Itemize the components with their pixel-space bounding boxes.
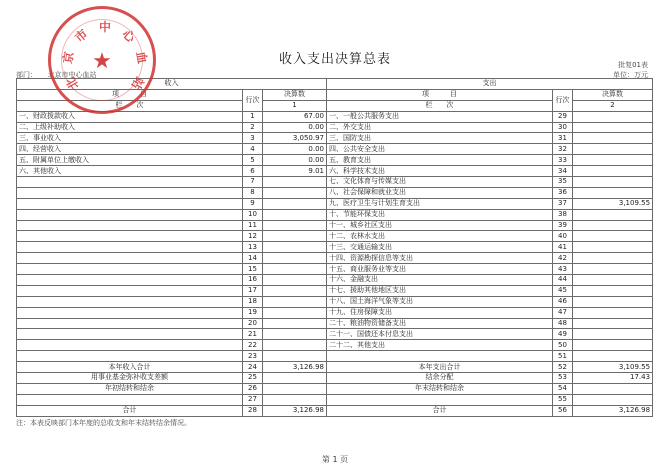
table-row [17,187,653,198]
seal-character: 北 [63,74,82,92]
expense-item: 二十、粮油物资储备支出 [327,318,553,329]
income-seq: 2 [243,122,263,133]
income-expense-table [16,78,653,417]
income-item: 一、财政拨款收入 [17,111,243,122]
total-row [17,394,653,405]
income-item: 二、上级补助收入 [17,122,243,133]
table-row [17,275,653,286]
income-item [17,264,243,275]
table-row [17,307,653,318]
unit-label: 单位：万元 [613,71,648,79]
expense-item: 九、医疗卫生与计划生育支出 [327,198,553,209]
table-row [17,166,653,177]
income-amount [263,296,327,307]
seal-character: 市 [71,26,90,45]
income-seq: 14 [243,253,263,264]
income-seq: 9 [243,198,263,209]
expense-item: 十、节能环保支出 [327,209,553,220]
income-item [17,340,243,351]
income-seq: 4 [243,144,263,155]
expense-amount: 3,109.55 [573,198,653,209]
expense-item: 十七、援助其他地区支出 [327,285,553,296]
table-row [17,144,653,155]
income-amount: 0.00 [263,144,327,155]
income-seq: 11 [243,220,263,231]
income-item [17,177,243,188]
expense-item: 十九、住房保障支出 [327,307,553,318]
expense-item: 四、公共安全支出 [327,144,553,155]
expense-seq: 47 [553,307,573,318]
expense-item [327,394,553,405]
expense-amount [573,187,653,198]
expense-item [327,351,553,362]
expense-seq: 55 [553,394,573,405]
expense-col-no: 2 [573,100,653,111]
expense-amount [573,209,653,220]
income-amount [263,318,327,329]
expense-seq: 33 [553,155,573,166]
expense-item-header: 项 目 [327,89,553,100]
expense-seq: 56 [553,405,573,416]
table-row [17,318,653,329]
total-row [17,383,653,394]
income-amount [263,383,327,394]
expense-item: 合计 [327,405,553,416]
expense-amount [573,275,653,286]
expense-seq: 35 [553,177,573,188]
income-item: 三、事业收入 [17,133,243,144]
income-amount [263,394,327,405]
expense-seq: 38 [553,209,573,220]
income-seq: 20 [243,318,263,329]
expense-seq: 36 [553,187,573,198]
expense-item: 十八、国土海洋气象等支出 [327,296,553,307]
expense-seq: 39 [553,220,573,231]
expense-amount [573,220,653,231]
table-row [17,155,653,166]
table-row [17,351,653,362]
expense-item: 三、国防支出 [327,133,553,144]
income-amount [263,242,327,253]
income-seq: 25 [243,373,263,384]
expense-amount: 3,126.98 [573,405,653,416]
expense-amount [573,340,653,351]
expense-item: 二十二、其他支出 [327,340,553,351]
expense-item: 十一、城乡社区支出 [327,220,553,231]
income-seq: 6 [243,166,263,177]
expense-amount [573,394,653,405]
income-seq: 22 [243,340,263,351]
income-seq: 12 [243,231,263,242]
table-row [17,253,653,264]
table-row [17,231,653,242]
income-item [17,329,243,340]
income-seq: 28 [243,405,263,416]
income-amount [263,177,327,188]
table-row [17,209,653,220]
income-item [17,220,243,231]
income-seq: 10 [243,209,263,220]
expense-item: 十二、农林水支出 [327,231,553,242]
income-item [17,307,243,318]
table-row [17,329,653,340]
income-seq: 1 [243,111,263,122]
department-label: 部门： 北京市中心血站 [16,71,97,79]
expense-item: 十三、交通运输支出 [327,242,553,253]
seal-character: 血 [134,50,150,66]
income-item [17,253,243,264]
expense-seq: 50 [553,340,573,351]
expense-item: 十五、商业服务业等支出 [327,264,553,275]
page-title: 收入支出决算总表 [278,52,391,67]
income-amount [263,253,327,264]
income-amount [263,373,327,384]
income-seq: 26 [243,383,263,394]
expense-amount [573,383,653,394]
table-row [17,340,653,351]
expense-amount [573,296,653,307]
income-item [17,285,243,296]
income-seq: 23 [243,351,263,362]
income-item: 五、附属单位上缴收入 [17,155,243,166]
income-amount [263,329,327,340]
official-seal [48,6,156,114]
total-row [17,373,653,384]
income-item [17,318,243,329]
income-amount-header: 决算数 [263,89,327,100]
table-row [17,198,653,209]
table-row [17,122,653,133]
income-item [17,296,243,307]
expense-seq: 52 [553,362,573,373]
income-seq: 5 [243,155,263,166]
expense-amount [573,318,653,329]
expense-amount [573,122,653,133]
seal-character: 站 [128,74,147,92]
income-item [17,275,243,286]
income-seq: 13 [243,242,263,253]
expense-item: 十四、资源勘探信息等支出 [327,253,553,264]
total-row [17,362,653,373]
income-item [17,209,243,220]
table-row [17,220,653,231]
expense-seq: 51 [553,351,573,362]
income-amount: 0.00 [263,155,327,166]
table-row [17,296,653,307]
income-seq-header: 行次 [243,89,263,111]
expense-amount: 17.43 [573,373,653,384]
expense-seq: 43 [553,264,573,275]
income-col-no: 1 [263,100,327,111]
expense-amount [573,307,653,318]
expense-item: 七、文化体育与传媒支出 [327,177,553,188]
expense-seq: 32 [553,144,573,155]
income-amount: 9.01 [263,166,327,177]
expense-seq: 44 [553,275,573,286]
income-item-header: 项 目 [17,89,243,100]
expense-amount [573,155,653,166]
income-seq: 7 [243,177,263,188]
table-row [17,264,653,275]
expense-seq: 37 [553,198,573,209]
expense-item: 八、社会保障和就业支出 [327,187,553,198]
expense-index-label: 栏 次 [327,100,553,111]
expense-item: 本年支出合计 [327,362,553,373]
expense-amount [573,166,653,177]
total-row [17,405,653,416]
income-item [17,242,243,253]
expense-item: 年末结转和结余 [327,383,553,394]
expense-amount [573,285,653,296]
income-seq: 17 [243,285,263,296]
expense-item: 二十一、国债还本付息支出 [327,329,553,340]
expense-amount: 3,109.55 [573,362,653,373]
income-amount [263,220,327,231]
expense-item: 二、外交支出 [327,122,553,133]
income-item: 用事业基金弥补收支差额 [17,373,243,384]
expense-seq-header: 行次 [553,89,573,111]
income-item: 四、经营收入 [17,144,243,155]
expense-seq: 34 [553,166,573,177]
income-amount [263,307,327,318]
income-item [17,187,243,198]
table-row [17,177,653,188]
income-amount [263,340,327,351]
income-item: 六、其他收入 [17,166,243,177]
form-code: 批复01表 [618,61,648,69]
seal-character: 心 [120,26,139,45]
expense-item: 五、教育支出 [327,155,553,166]
income-amount [263,275,327,286]
income-amount [263,231,327,242]
expense-amount [573,144,653,155]
expense-seq: 41 [553,242,573,253]
expense-seq: 48 [553,318,573,329]
expense-amount [573,111,653,122]
expense-amount [573,177,653,188]
seal-character: 京 [60,50,76,66]
income-item [17,231,243,242]
income-seq: 18 [243,296,263,307]
expense-seq: 53 [553,373,573,384]
expense-seq: 54 [553,383,573,394]
income-amount: 0.00 [263,122,327,133]
expense-seq: 29 [553,111,573,122]
expense-seq: 46 [553,296,573,307]
table-row [17,242,653,253]
income-section-header: 收入 [17,79,327,90]
income-amount [263,198,327,209]
income-seq: 3 [243,133,263,144]
income-amount: 67.00 [263,111,327,122]
expense-amount [573,231,653,242]
seal-star-icon: ★ [92,49,112,74]
income-item: 本年收入合计 [17,362,243,373]
expense-amount [573,253,653,264]
table-row [17,133,653,144]
income-item: 合计 [17,405,243,416]
income-seq: 21 [243,329,263,340]
expense-seq: 45 [553,285,573,296]
expense-amount [573,351,653,362]
income-item [17,198,243,209]
income-seq: 27 [243,394,263,405]
expense-seq: 30 [553,122,573,133]
footnote: 注：本表反映部门本年度的总收支和年末结转结余情况。 [16,419,191,427]
income-seq: 19 [243,307,263,318]
expense-section-header: 支出 [327,79,653,90]
income-seq: 15 [243,264,263,275]
income-amount [263,351,327,362]
expense-seq: 49 [553,329,573,340]
income-seq: 16 [243,275,263,286]
income-index-label: 栏 次 [17,100,243,111]
income-amount: 3,126.98 [263,405,327,416]
income-amount [263,187,327,198]
expense-amount [573,264,653,275]
table-row [17,285,653,296]
income-item: 年初结转和结余 [17,383,243,394]
expense-seq: 31 [553,133,573,144]
expense-seq: 42 [553,253,573,264]
expense-item: 结余分配 [327,373,553,384]
expense-seq: 40 [553,231,573,242]
income-amount [263,209,327,220]
expense-amount [573,329,653,340]
income-amount: 3,050.97 [263,133,327,144]
seal-character: 中 [99,20,112,34]
income-seq: 24 [243,362,263,373]
expense-item: 十六、金融支出 [327,275,553,286]
income-item [17,351,243,362]
expense-item: 一、一般公共服务支出 [327,111,553,122]
expense-amount [573,242,653,253]
expense-amount [573,133,653,144]
income-seq: 8 [243,187,263,198]
income-amount [263,285,327,296]
income-amount [263,264,327,275]
expense-amount-header: 决算数 [573,89,653,100]
income-item [17,394,243,405]
income-amount: 3,126.98 [263,362,327,373]
expense-item: 六、科学技术支出 [327,166,553,177]
page-number: 第 1 页 [321,455,349,464]
